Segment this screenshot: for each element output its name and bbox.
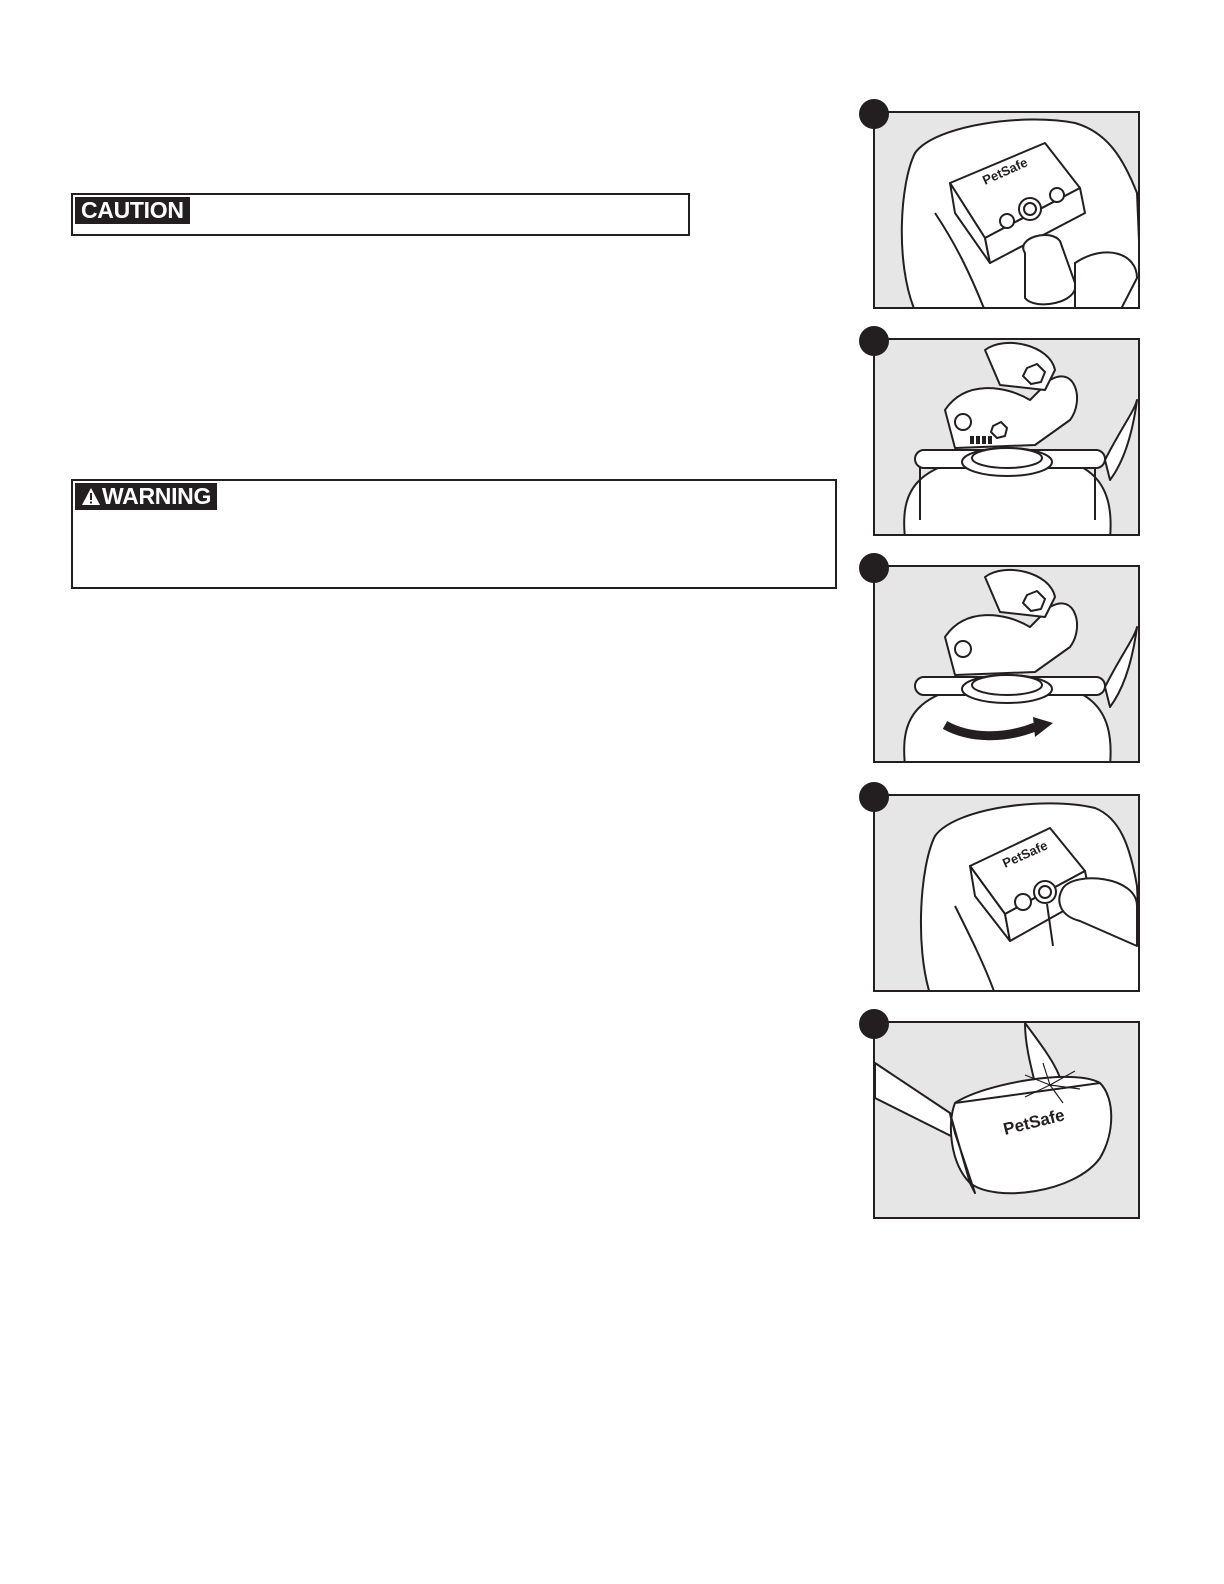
step-5-marker [859,1009,889,1039]
figure-step-3 [859,553,1128,752]
brand-text-4: PetSafe [1000,837,1050,871]
step-3-marker [859,553,889,583]
caution-label: CAUTION [75,197,190,224]
figure-step-1 [859,99,1128,298]
figure-1-panel [873,111,1140,309]
figure-3-panel [873,565,1140,763]
key-collar-illustration-2 [875,340,1140,536]
warning-triangle-icon [81,487,101,506]
hand-collar-illustration-4 [875,796,1140,992]
figure-step-4 [859,782,1128,981]
collar-light-illustration-5 [875,1023,1140,1219]
figure-step-2 [859,326,1128,525]
brand-text-1: PetSafe [980,154,1030,188]
figure-step-5 [859,1009,1128,1208]
figure-2-panel [873,338,1140,536]
caution-notice [71,193,690,236]
step-2-marker [859,326,889,356]
hand-collar-illustration-1 [875,113,1140,309]
step-4-marker [859,782,889,812]
warning-label-wrap [75,483,217,510]
key-turn-illustration-3 [875,567,1140,763]
warning-label: WARNING [102,483,212,509]
step-1-marker [859,99,889,129]
brand-text-5: PetSafe [1001,1105,1067,1139]
warning-notice [71,479,837,589]
figure-4-panel [873,794,1140,992]
figure-5-panel [873,1021,1140,1219]
